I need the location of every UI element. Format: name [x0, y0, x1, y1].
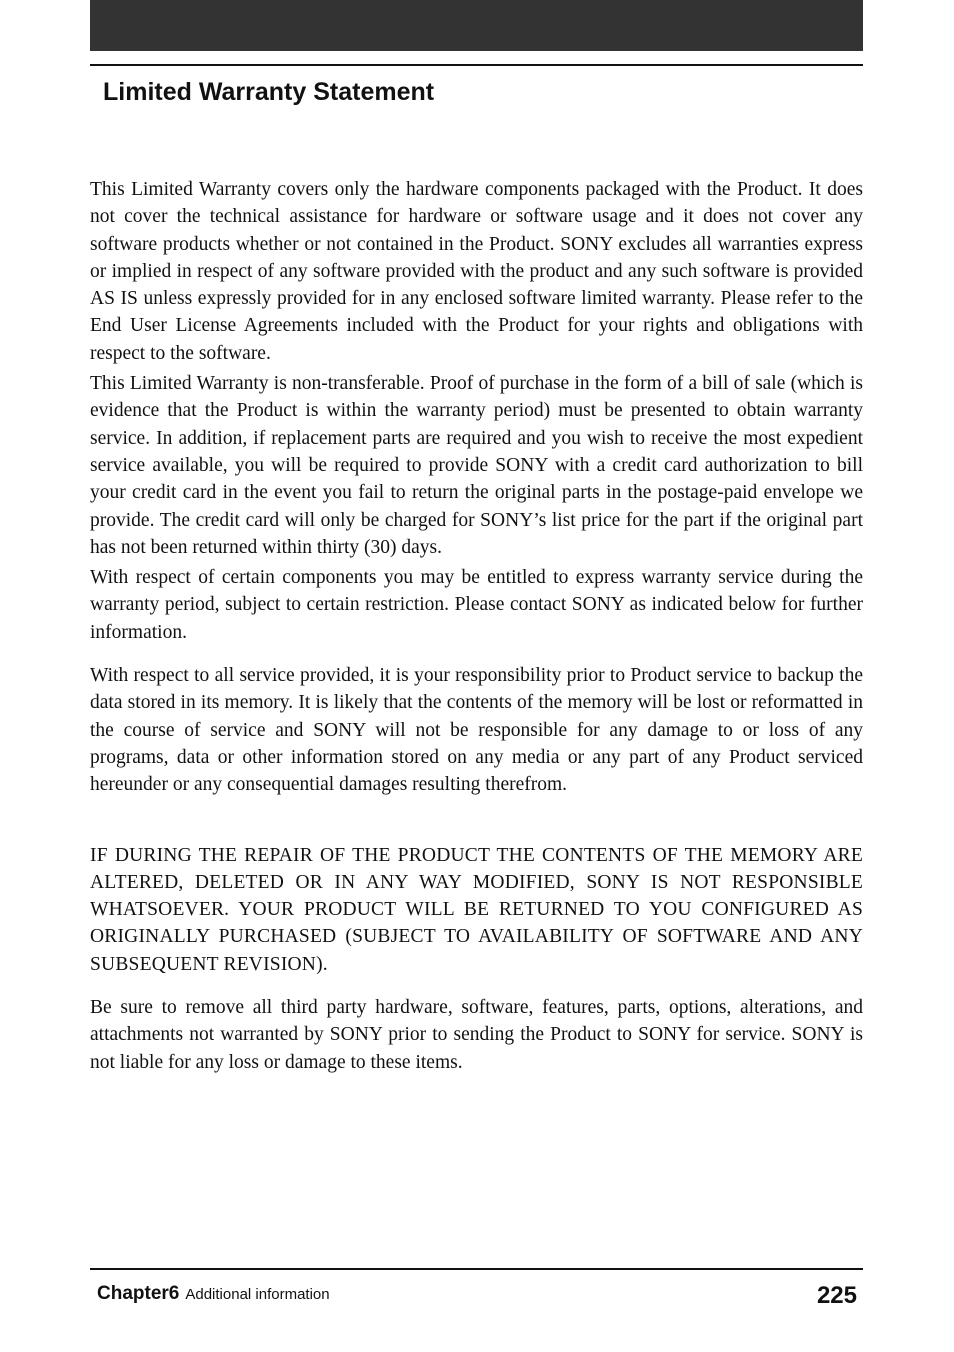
paragraph-express-service: With respect of certain components you may be entitled to express warranty service during the warranty period, subject to certain restriction. Please contact SONY as indicated below for further information. [90, 567, 863, 643]
footer-rule [90, 1268, 863, 1270]
paragraph-third-party: Be sure to remove all third party hardware, software, features, parts, options, alterations, and attachments not warranted by SONY prior to sending the Product to SONY for service. SONY is not liable for any loss or damage to these items. [90, 997, 863, 1073]
paragraph-software-coverage: This Limited Warranty covers only the hardware components packaged with the Product. It does not cover the technical assistance for hardware or software usage and it does not cover any software products whether or not contained in the Product. SONY excludes all warranties express or implied in respect of any software provided with the product and any such software is provided AS IS unless expressly provided for in any enclosed software limited warranty. Please refer to the End User License Agreements included with the Product for your rights and obligations with respect to the software. [90, 179, 863, 364]
paragraph-data-backup: With respect to all service provided, it is your responsibility prior to Product service to backup the data stored in its memory. It is likely that the contents of the memory will be lost or reformatted in the course of service and SONY will not be responsible for any damage to or loss of any programs, data or other information stored on any media or any part of any Product serviced hereunder or any consequential damages resulting therefrom. [90, 665, 863, 796]
page-title: Limited Warranty Statement [103, 78, 435, 106]
paragraph-memory-disclaimer: IF DURING THE REPAIR OF THE PRODUCT THE CONTENTS OF THE MEMORY ARE ALTERED, DELETED OR IN ANY WAY MODIFIED, SONY IS NOT RESPONSIBLE WHATSOEVER. YOUR PRODUCT WILL BE RETURNED TO YOU CONFIGURED AS ORIGINALLY PURCHASED (SUBJECT TO AVAILABILITY OF SOFTWARE AND ANY SUBSEQUENT REVISION). [90, 844, 863, 975]
footer-chapter [97, 1283, 330, 1305]
body-text [90, 176, 863, 1076]
page-number: 225 [816, 1282, 857, 1309]
header-bar [90, 0, 863, 51]
paragraph-non-transferable: This Limited Warranty is non-transferable. Proof of purchase in the form of a bill of sale (which is evidence that the Product is within the warranty period) must be presented to obtain warranty service. In addition, if replacement parts are required and you wish to receive the most expedient service available, you will be required to provide SONY with a credit card authorization to bill your credit card in the event you fail to return the original parts in the postage-paid envelope we provide. The credit card will only be charged for SONY’s list price for the part if the original part has not been returned within thirty (30) days. [90, 373, 863, 558]
chapter-label: Chapter6 [97, 1283, 180, 1304]
chapter-title: Additional information [185, 1286, 330, 1303]
header-rule [90, 64, 863, 66]
